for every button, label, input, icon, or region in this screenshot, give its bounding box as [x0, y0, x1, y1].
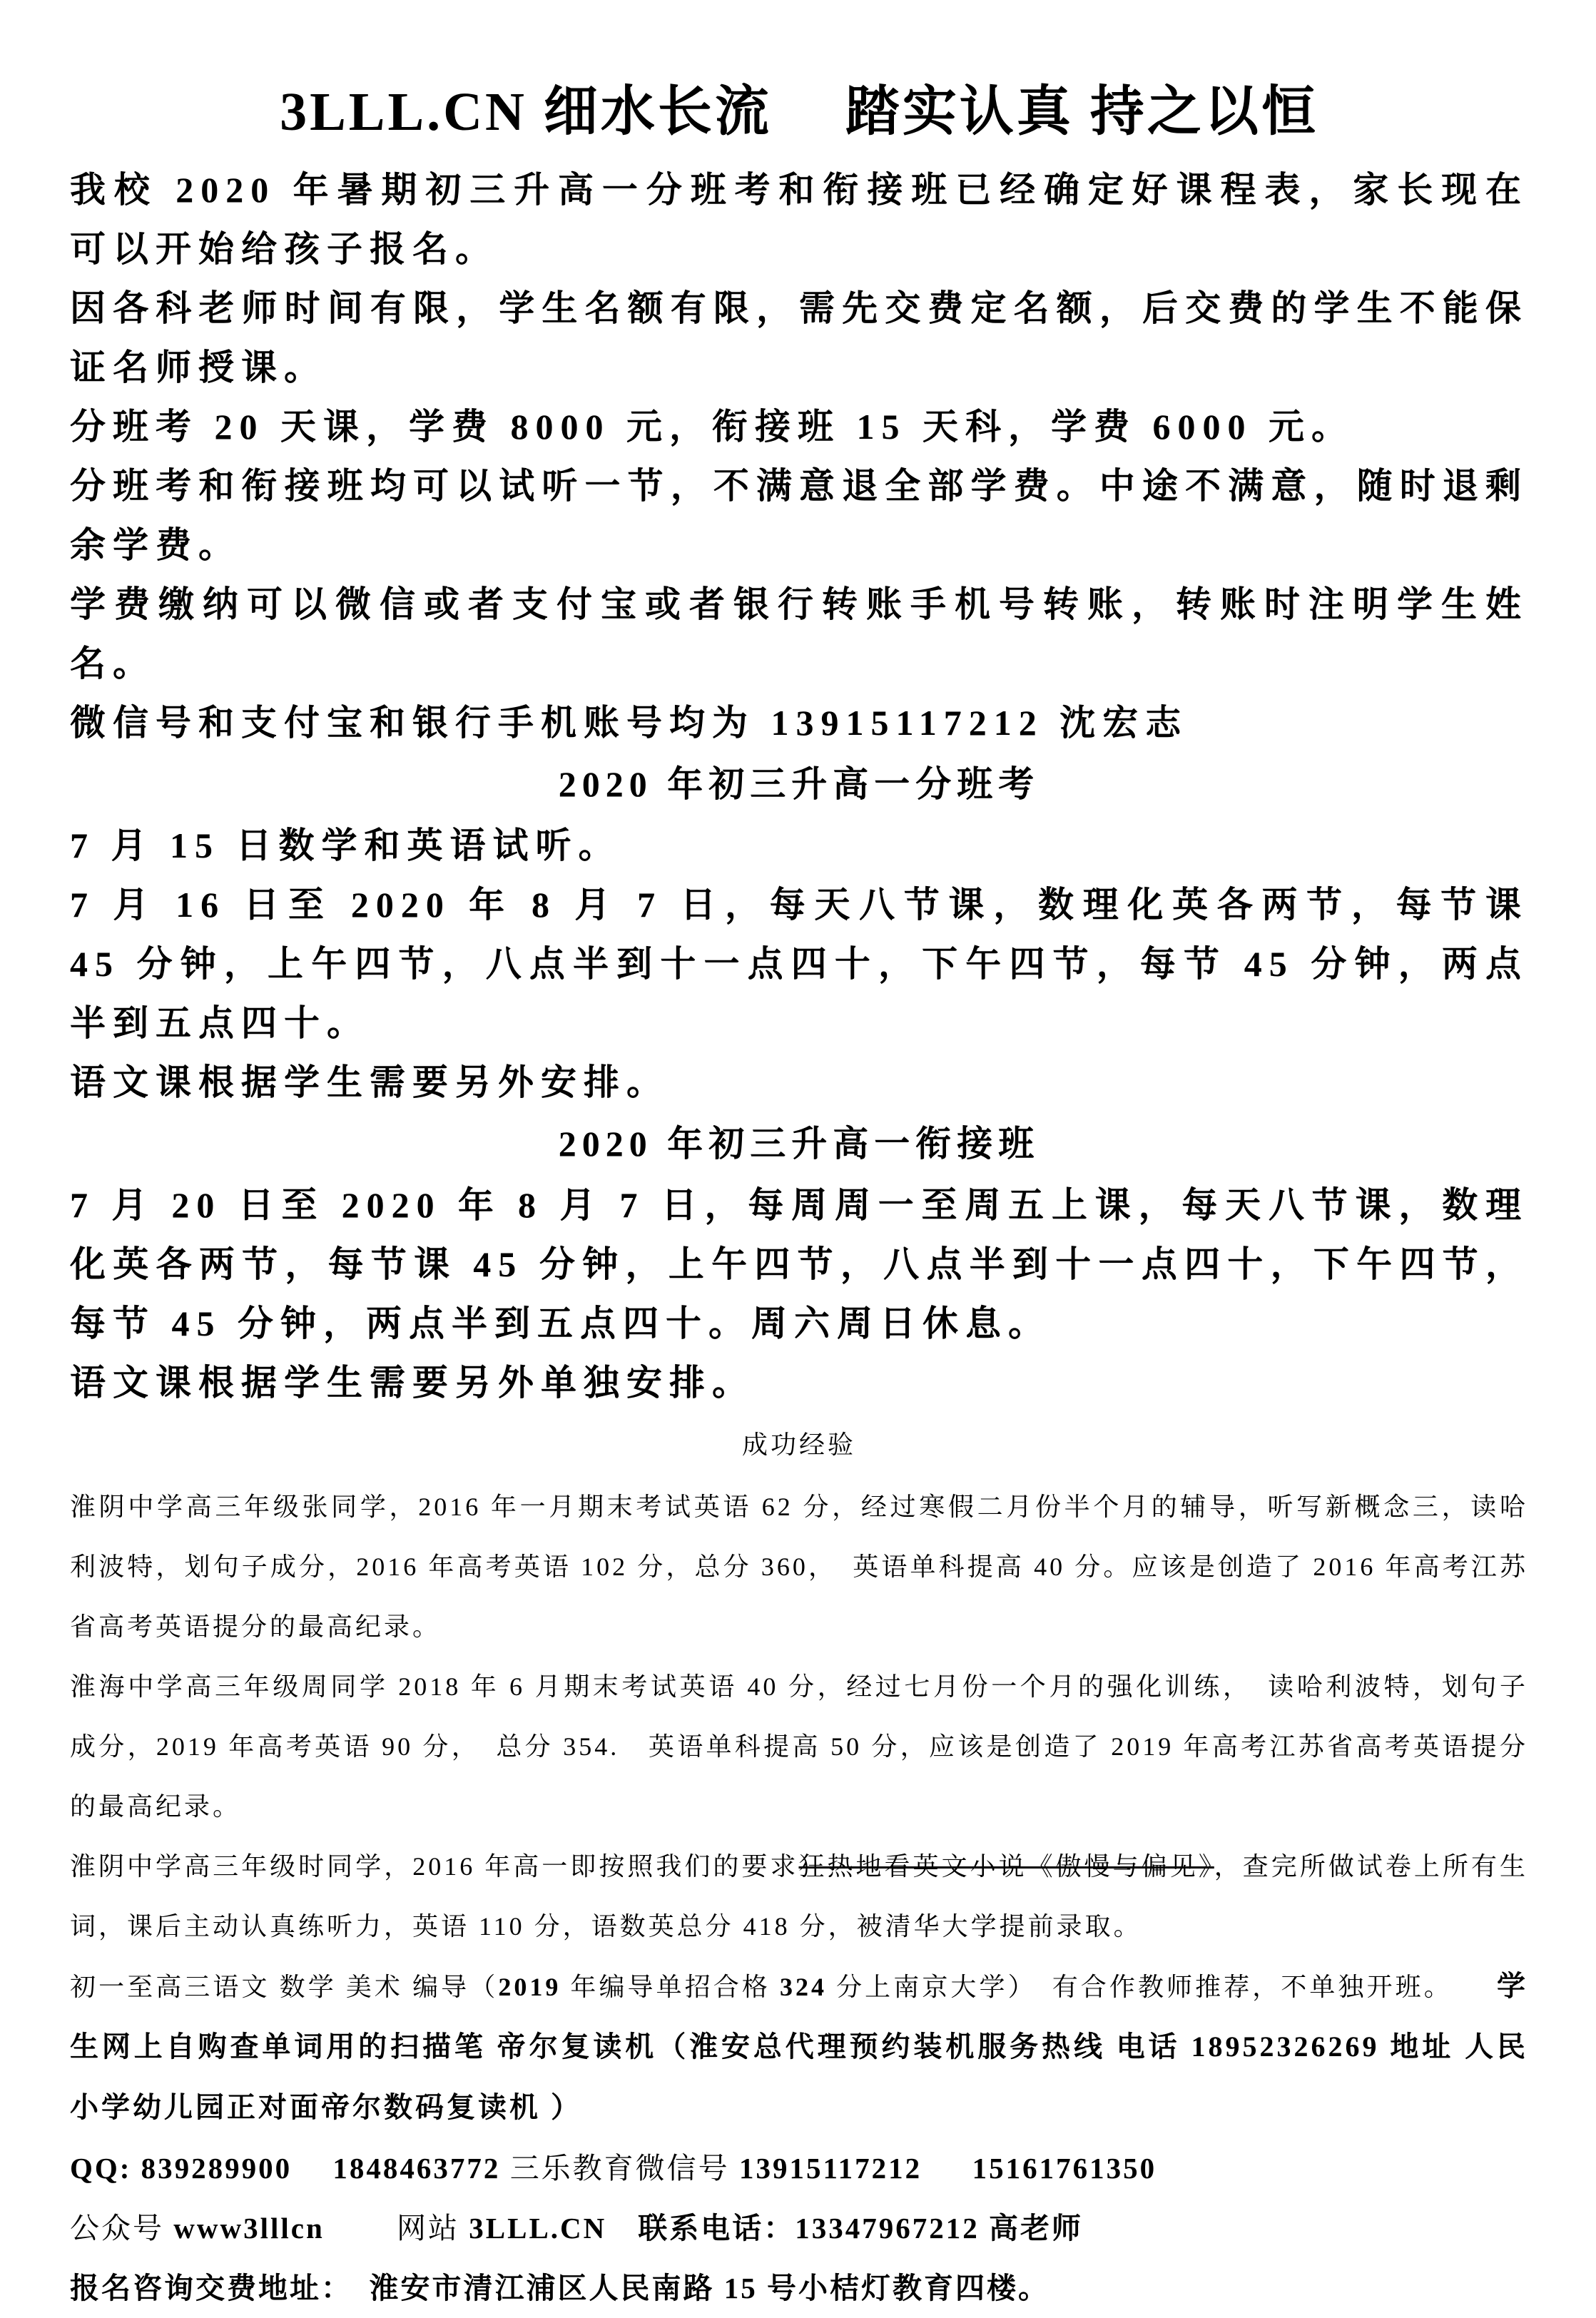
text-segment: 报名咨询交费地址： 淮安市清江浦区人民南路 15 号小桔灯教育四楼。: [70, 2272, 1049, 2304]
text-segment: 淮阴中学高三年级时同学，2016 年高一即按照我们的要求: [70, 1852, 799, 1881]
bridge-chinese-paragraph: [70, 1353, 1528, 1413]
success-case-3: [70, 1836, 1528, 1956]
text-segment: 微信号和支付宝和银行手机账号均为 13915117212 沈宏志: [70, 703, 1189, 743]
strikethrough-text: 狂热地看英文小说《傲慢与偏见》: [798, 1852, 1214, 1881]
payment-paragraph: [70, 575, 1528, 693]
text-segment: 联系电话：13347967212 高老师: [638, 2212, 1084, 2245]
placement-schedule-paragraph: [70, 875, 1545, 1053]
text-segment: 学费缴纳可以微信或者支付宝或者银行转账手机号转账，转账时注明学生姓名。: [70, 584, 1528, 683]
text-segment: www3lllcn: [173, 2212, 325, 2245]
text-segment: 分班考 20 天课，学费 8000 元，衔接班 15 天科，学费 6000 元。: [70, 407, 1354, 447]
text-segment: 淮阴中学高三年级张同学，2016 年一月期末考试英语 62 分，经过寒假二月份半个月的辅导，听写新概念三，读哈利波特，划句子成分，2016 年高考英语 102 分，总分 360， 英语单科提高 40 分。应该是创造了 2016 年高考江苏省高考英语提分的最高纪录。: [70, 1493, 1528, 1641]
text-segment: 淮海中学高三年级周同学 2018 年 6 月期末考试英语 40 分，经过七月份一个月的强化训练， 读哈利波特，划句子成分，2019 年高考英语 90 分， 总分 354. 英语单科提高 50 分，应该是创造了 2019 年高考江苏省高考英语提分的最高纪录。: [70, 1672, 1528, 1821]
other-subjects-paragraph: [70, 1956, 1528, 2138]
text-segment: QQ: 839289900 1848463772: [70, 2152, 510, 2185]
text-segment: 语文课根据学生需要另外安排。: [70, 1062, 669, 1102]
text-segment: 初一至高三语文 数学 美术 编导（: [70, 1973, 499, 2001]
text-segment: 2020 年初三升高一分班考: [558, 764, 1040, 804]
intro-paragraph: [70, 161, 1528, 279]
text-segment: 7 月 15 日数学和英语试听。: [70, 825, 621, 865]
text-segment: 语文课根据学生需要另外单独安排。: [70, 1363, 755, 1403]
text-segment: 3LLL.CN: [469, 2212, 607, 2245]
refund-paragraph: [70, 457, 1528, 575]
text-segment: 7 月 20 日至 2020 年 8 月 7 日，每周周一至周五上课，每天八节课，数理化英各两节，每节课 45 分钟，上午四节，八点半到十一点四十，下午四节，每节 45 分钟，两点半到五点四十。周六周日休息。: [70, 1185, 1528, 1343]
text-segment: 三乐教育微信号: [509, 2152, 739, 2185]
success-case-1: [70, 1477, 1528, 1657]
text-segment: 因各科老师时间有限，学生名额有限，需先交费定名额，后交费的学生不能保证名师授课。: [70, 288, 1528, 387]
text-segment: ，查完所做试卷上所有生词，课后主动认真练听力，英语 110 分，语数英总分 418 分，被清华大学提前录取。: [70, 1852, 1528, 1941]
text-segment: [606, 2212, 638, 2245]
text-segment: 2020 年初三升高一衔接班: [558, 1124, 1040, 1164]
text-segment: 分上南京大学） 有合作教师推荐，不单独开班。: [827, 1973, 1497, 2001]
quota-paragraph: [70, 279, 1528, 397]
text-segment: 324: [780, 1973, 828, 2001]
text-segment: 年编导单招合格: [561, 1973, 781, 2001]
document-title: 3LLL.CN 细水长流 踏实认真 持之以恒: [280, 82, 1318, 142]
text-segment: 学生网上自购查单词用的扫描笔 帝尔复读机（淮安总代理预约装机服务热线 电话 18952326269 地址 人民小学幼儿园正对面帝尔数码复读机 ）: [70, 1970, 1528, 2123]
document-body: [70, 161, 1545, 2318]
text-segment: 2019: [498, 1973, 561, 2001]
bridge-schedule-paragraph: [70, 1176, 1528, 1353]
text-segment: 13915117212 15161761350: [738, 2152, 1157, 2185]
text-segment: 7 月 16 日至 2020 年 8 月 7 日，每天八节课，数理化英各两节，每节课 45 分钟，上午四节，八点半到十一点四十，下午四节，每节 45 分钟，两点半到五点四十。: [70, 885, 1545, 1043]
trial-lesson-paragraph: [70, 816, 1528, 875]
success-heading: [70, 1415, 1528, 1475]
placement-exam-heading: [70, 755, 1528, 814]
website-line: [70, 2198, 1528, 2258]
placement-chinese-paragraph: [70, 1053, 1528, 1112]
text-segment: 成功经验: [741, 1430, 856, 1459]
text-segment: 公众号: [70, 2212, 174, 2245]
account-paragraph: [70, 693, 1528, 753]
success-case-2: [70, 1657, 1528, 1836]
text-segment: 网站: [324, 2212, 469, 2245]
qq-wechat-line: [70, 2138, 1528, 2198]
text-segment: 分班考和衔接班均可以试听一节，不满意退全部学费。中途不满意，随时退剩余学费。: [70, 466, 1528, 565]
text-segment: 我校 2020 年暑期初三升高一分班考和衔接班已经确定好课程表，家长现在可以开始给孩子报名。: [70, 170, 1528, 269]
address-line: [70, 2258, 1528, 2318]
tuition-paragraph: [70, 397, 1528, 457]
bridge-class-heading: [70, 1114, 1528, 1174]
